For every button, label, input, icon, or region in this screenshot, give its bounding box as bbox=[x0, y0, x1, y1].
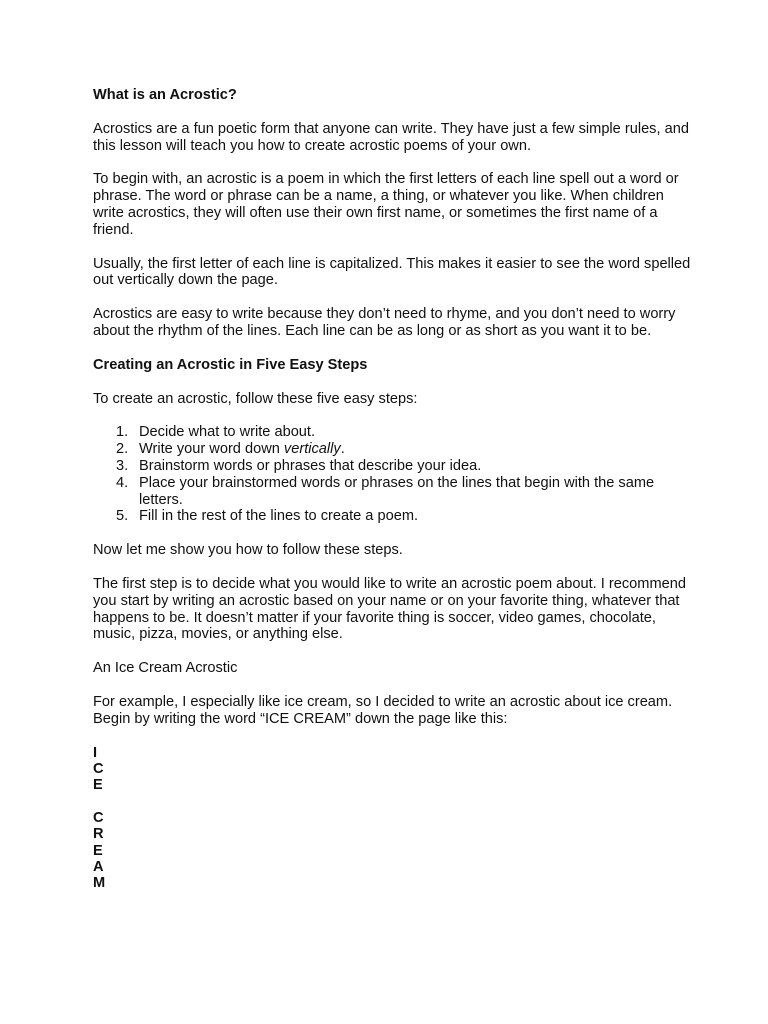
heading-what-is-acrostic: What is an Acrostic? bbox=[93, 87, 237, 103]
paragraph-definition: To begin with, an acrostic is a poem in which the first letters of each line spell out a word or phrase. The word or phrase can be a name, a thing, or whatever you like. When children write acrostics, they will often use their own first name, or sometimes the first name of a friend. bbox=[93, 171, 679, 238]
paragraph-first-step: The first step is to decide what you would like to write an acrostic poem about. I recommend you start by writing an acrostic based on your name or on your favorite thing, whatever that happens to be. It doesn’t matter if your favorite thing is soccer, video games, chocolate, music, pizza, movies, or anything else. bbox=[93, 575, 686, 643]
paragraph-capitalization: Usually, the first letter of each line is capitalized. This makes it easier to see the word spelled out vertically down the page. bbox=[93, 255, 691, 289]
document-page bbox=[93, 87, 693, 892]
paragraph-easy-to-write: Acrostics are easy to write because they don’t need to rhyme, and you don’t need to worry about the rhythm of the lines. Each line can be as long or as short as you want it to be. bbox=[93, 306, 676, 339]
step-text: Brainstorm words or phrases that describe your idea. bbox=[139, 457, 482, 474]
step-text: Fill in the rest of the lines to create a poem. bbox=[139, 508, 419, 525]
step-text: Decide what to write about. bbox=[139, 424, 316, 441]
paragraph-intro: Acrostics are a fun poetic form that anyone can write. They have just a few simple rules, and this lesson will teach you how to create acrostic poems of your own. bbox=[93, 120, 689, 154]
step-text: Place your brainstormed words or phrases on the lines that begin with the same letters. bbox=[139, 474, 655, 508]
step-number: 2. bbox=[116, 441, 129, 458]
list-item bbox=[116, 457, 693, 475]
heading-five-steps: Creating an Acrostic in Five Easy Steps bbox=[93, 356, 368, 373]
acrostic-letter: E bbox=[93, 777, 103, 794]
step-number: 4. bbox=[116, 474, 129, 491]
acrostic-letter: A bbox=[93, 858, 104, 875]
step-number: 3. bbox=[116, 457, 129, 474]
paragraph-show-steps: Now let me show you how to follow these steps. bbox=[93, 542, 403, 559]
acrostic-letters bbox=[93, 745, 693, 892]
acrostic-letter: C bbox=[93, 760, 104, 777]
acrostic-letter: E bbox=[93, 842, 103, 859]
list-item bbox=[116, 508, 693, 525]
list-item bbox=[116, 474, 693, 509]
steps-list bbox=[93, 424, 693, 525]
step-text-after: . bbox=[340, 441, 345, 458]
acrostic-letter: M bbox=[93, 875, 106, 892]
step-number: 1. bbox=[116, 424, 129, 441]
list-item bbox=[116, 424, 693, 441]
paragraph-steps-intro: To create an acrostic, follow these five easy steps: bbox=[93, 390, 418, 407]
step-number: 5. bbox=[116, 508, 129, 525]
subheading-ice-cream-acrostic: An Ice Cream Acrostic bbox=[93, 660, 238, 677]
acrostic-letter: C bbox=[93, 809, 104, 826]
step-text-before: Write your word down bbox=[139, 441, 284, 458]
acrostic-letter: I bbox=[93, 744, 98, 761]
step-text-emphasis: vertically bbox=[283, 441, 341, 458]
paragraph-example: For example, I especially like ice cream, so I decided to write an acrostic about ice cream. Begin by writing the word “ICE CREAM” down the page like this: bbox=[93, 693, 673, 727]
list-item bbox=[116, 441, 693, 458]
acrostic-letter: R bbox=[93, 826, 104, 843]
